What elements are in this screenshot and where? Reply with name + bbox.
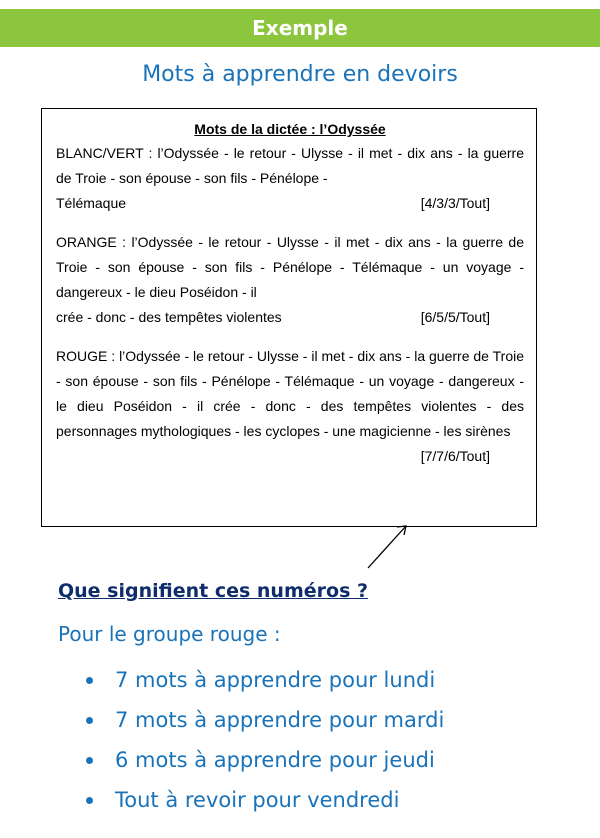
header-banner: Exemple: [0, 9, 600, 47]
list-item: [86, 780, 444, 820]
bullet-icon: [86, 797, 93, 804]
question-heading: Que signifient ces numéros ?: [58, 580, 369, 602]
score-blanc-vert: [4/3/3/Tout]: [420, 195, 490, 211]
list-blanc-vert: [56, 141, 524, 216]
dictation-word-box: [41, 108, 537, 527]
words-orange: l’Odyssée - le retour - Ulysse - il met - dix ans - la guerre de Troie - son épouse - son fils - Pénélope - Télémaque - un voyage - dangereux - le dieu Poséidon - il: [56, 234, 524, 300]
label-rouge: ROUGE :: [56, 348, 116, 364]
box-title: Mots de la dictée : l’Odyssée: [194, 121, 386, 137]
bullet-icon: [86, 677, 93, 684]
tail-orange: [56, 305, 524, 330]
list-item-text: Tout à revoir pour vendredi: [115, 788, 400, 812]
list-item: [86, 700, 444, 740]
bullet-icon: [86, 757, 93, 764]
group-label: Pour le groupe rouge :: [58, 622, 281, 646]
list-item-text: 7 mots à apprendre pour mardi: [115, 708, 445, 732]
list-item: [86, 660, 444, 700]
list-item-text: 7 mots à apprendre pour lundi: [115, 668, 436, 692]
bullet-icon: [86, 717, 93, 724]
last-word-blanc-vert: Télémaque: [56, 195, 127, 211]
schedule-list: [86, 660, 444, 820]
last-word-orange: crée - donc - des tempêtes violentes: [56, 309, 282, 325]
words-blanc-vert: l’Odyssée - le retour - Ulysse - il met - dix ans - la guerre de Troie - son épouse - son fils - Pénélope -: [56, 145, 525, 186]
list-item: [86, 740, 444, 780]
page-subtitle: Mots à apprendre en devoirs: [142, 62, 458, 87]
score-orange: [6/5/5/Tout]: [420, 309, 490, 325]
label-orange: ORANGE :: [56, 234, 126, 250]
tail-blanc-vert: [56, 191, 524, 216]
label-blanc-vert: BLANC/VERT :: [56, 145, 153, 161]
tail-rouge: [56, 444, 524, 469]
list-rouge: [56, 344, 524, 469]
list-orange: [56, 230, 524, 330]
list-item-text: 6 mots à apprendre pour jeudi: [115, 748, 435, 772]
arrow-pointer: [360, 520, 420, 580]
score-rouge: [7/7/6/Tout]: [420, 448, 490, 464]
words-rouge: l’Odyssée - le retour - Ulysse - il met - dix ans - la guerre de Troie - son épouse - son fils - Pénélope - Télémaque - un voyage - dangereux - le dieu Poséidon - il crée - donc - des tempêtes violentes - des personnages mythologiques - les cyclopes - une magicienne - les sirènes: [56, 348, 525, 439]
